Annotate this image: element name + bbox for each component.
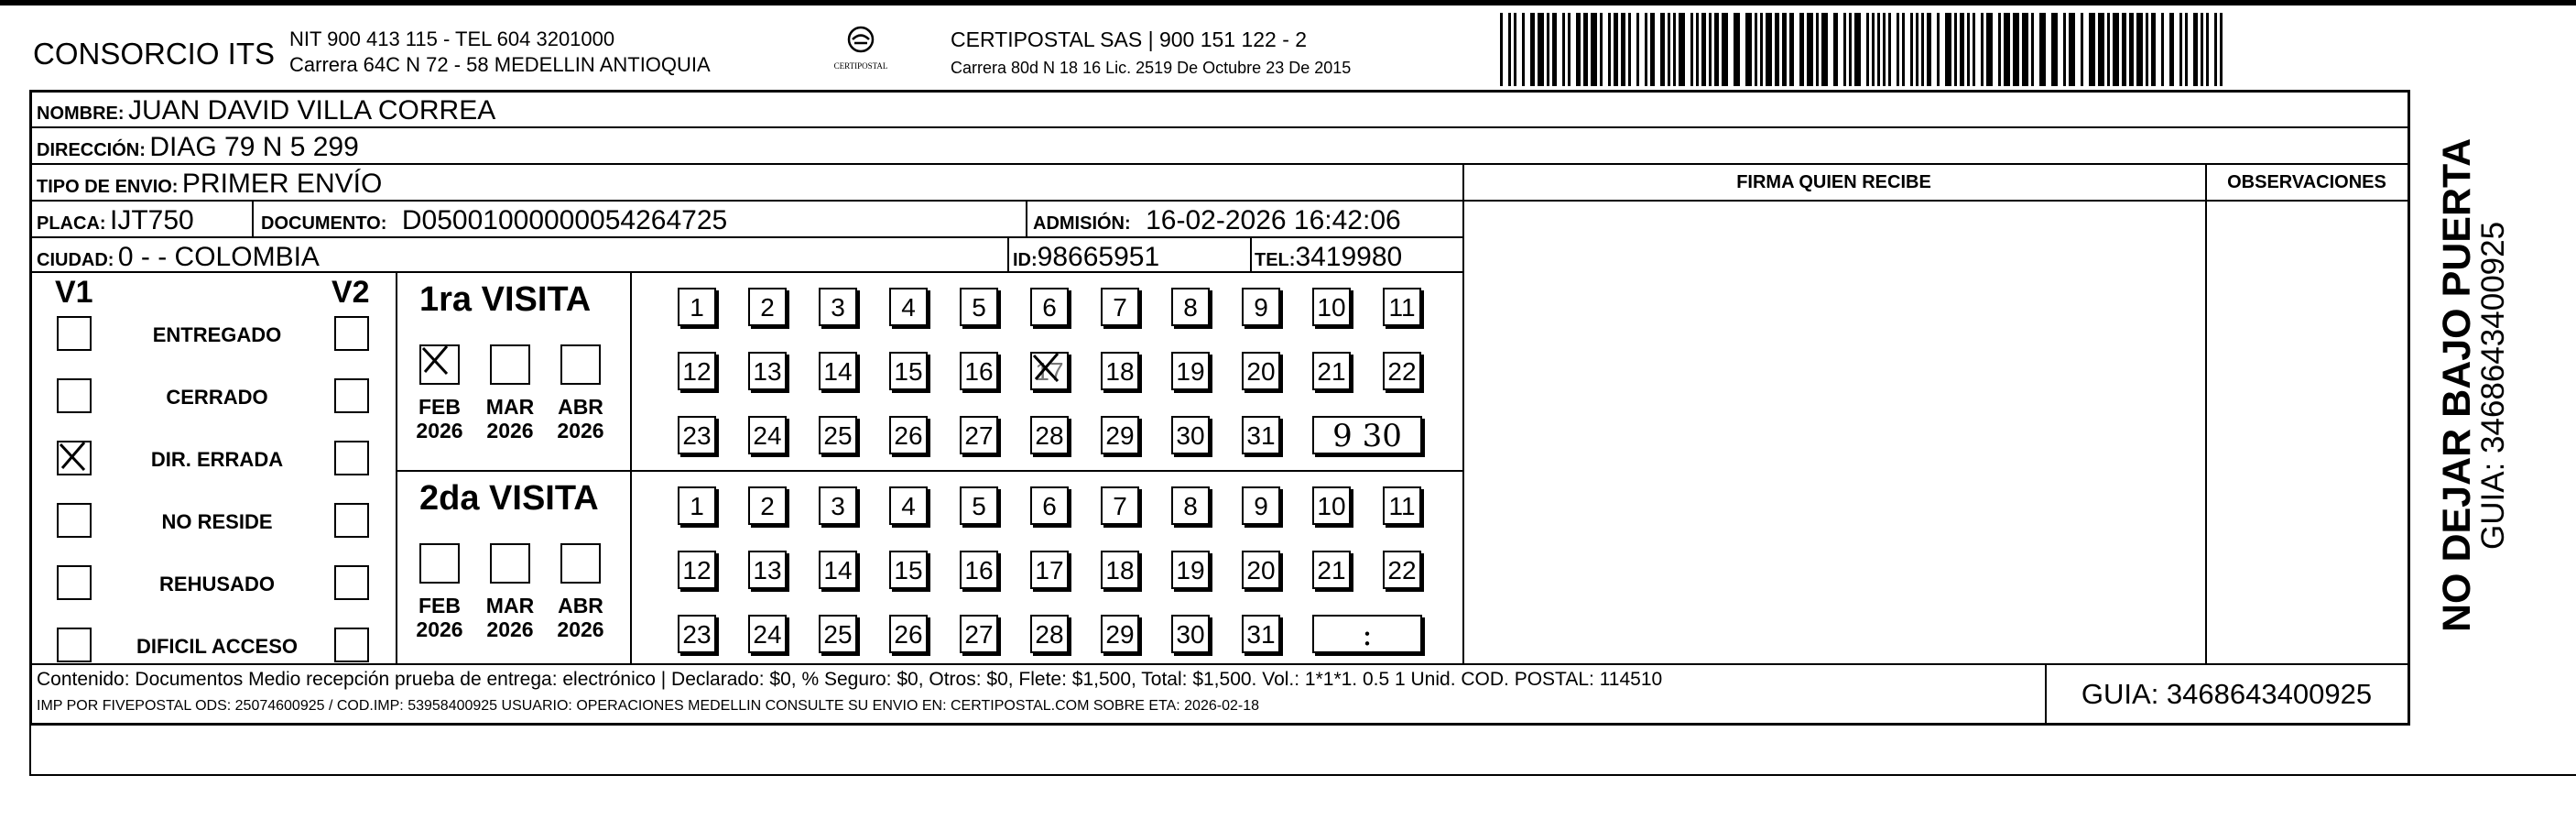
barcode-bar: [1621, 13, 1625, 86]
side-notice: NO DEJAR BAJO PUERTA: [2435, 137, 2479, 632]
day-box[interactable]: 23: [678, 615, 716, 653]
barcode-bar: [1910, 13, 1913, 86]
month-name: ABR: [558, 594, 603, 617]
barcode-bar: [1522, 13, 1525, 86]
barcode-bar: [1583, 13, 1588, 86]
v2-checkbox[interactable]: [334, 441, 369, 475]
nombre-label: NOMBRE:: [37, 104, 125, 124]
visit-title: 2da VISITA: [419, 479, 599, 518]
barcode-bar: [1673, 13, 1676, 86]
day-box[interactable]: 20: [1242, 352, 1280, 390]
barcode-bar: [2201, 13, 2203, 86]
barcode-bar: [2098, 13, 2104, 86]
barcode-bar: [2031, 13, 2034, 86]
firma-header: [1462, 172, 2205, 193]
day-box[interactable]: 4: [889, 486, 928, 525]
barcode-bar: [2122, 13, 2126, 86]
day-box[interactable]: 17: [1030, 352, 1069, 390]
month-checkbox[interactable]: [560, 344, 601, 385]
barcode-bar: [1755, 13, 1757, 86]
firma-label: FIRMA QUIEN RECIBE: [1736, 172, 1931, 192]
tel-row: [1255, 242, 1402, 273]
day-box[interactable]: 24: [748, 416, 787, 454]
barcode-bar: [1973, 13, 1975, 86]
day-box[interactable]: 27: [960, 416, 998, 454]
barcode-bar: [1945, 13, 1951, 86]
barcode-bar: [1816, 13, 1819, 86]
day-box[interactable]: 14: [819, 352, 857, 390]
barcode-bar: [2081, 13, 2083, 86]
month-name: FEB: [418, 594, 461, 617]
month-name: FEB: [418, 395, 461, 419]
v2-label: V2: [332, 275, 370, 310]
v1-checkbox[interactable]: [57, 565, 92, 600]
footer-contenido: Contenido: Documentos Medio recepción prueba de entrega: electrónico | Declarado: $0, % Seguro: $0, Otros: $0, Flete: $1,500, Total: $1,500. Vol.: 1*1*1. 0.5 1 Unid. COD. POSTAL: 114510: [37, 669, 1663, 690]
barcode-bar: [1650, 13, 1655, 86]
barcode-bar: [1576, 13, 1581, 86]
barcode-bar: [1807, 13, 1813, 86]
barcode-bar: [1734, 13, 1740, 86]
v2-checkbox[interactable]: [334, 565, 369, 600]
status-label: DIFICIL ACCESO: [136, 635, 298, 658]
day-box[interactable]: 31: [1242, 615, 1280, 653]
day-box[interactable]: 19: [1171, 352, 1210, 390]
day-box[interactable]: 12: [678, 352, 716, 390]
barcode-bar: [1872, 13, 1875, 86]
tel-label: TEL:: [1255, 250, 1296, 270]
barcode-bar: [1614, 13, 1618, 86]
day-box[interactable]: 8: [1171, 288, 1210, 326]
certipostal-address: Carrera 80d N 18 16 Lic. 2519 De Octubre 23 De 2015: [951, 59, 1352, 77]
barcode-bar: [1883, 13, 1886, 86]
barcode-bar: [1709, 13, 1712, 86]
barcode-bar: [2129, 13, 2134, 86]
observaciones-label: OBSERVACIONES: [2227, 172, 2386, 192]
barcode-bar: [2089, 13, 2095, 86]
certipostal-logo-icon: [842, 26, 879, 57]
barcode-bar: [1508, 13, 1511, 86]
day-box[interactable]: 15: [889, 551, 928, 589]
ciudad-label: CIUDAD:: [37, 250, 114, 270]
month-label: [483, 594, 538, 641]
id-value: 98665951: [1037, 242, 1160, 272]
day-box[interactable]: 6: [1030, 486, 1069, 525]
visit-title: 1ra VISITA: [419, 280, 592, 319]
barcode-bar: [1636, 13, 1639, 86]
barcode-bar: [1998, 13, 2001, 86]
barcode-bar: [1591, 13, 1597, 86]
barcode-bar: [1789, 13, 1794, 86]
admision-value: 16-02-2026 16:42:06: [1146, 205, 1401, 235]
day-box[interactable]: 16: [960, 352, 998, 390]
barcode-bar: [1568, 13, 1571, 86]
barcode-bar: [1701, 13, 1706, 86]
barcode-bar: [2107, 13, 2110, 86]
day-box[interactable]: 16: [960, 551, 998, 589]
barcode-bar: [2151, 13, 2156, 86]
v1-label: V1: [55, 275, 93, 310]
barcode: [1500, 13, 2233, 86]
day-box[interactable]: 7: [1101, 288, 1139, 326]
placa-value: IJT750: [110, 205, 194, 235]
ciudad-row: [37, 242, 320, 273]
day-box[interactable]: 14: [819, 551, 857, 589]
day-box[interactable]: 26: [889, 615, 928, 653]
month-year: 2026: [557, 617, 604, 641]
barcode-bar: [1538, 13, 1544, 86]
barcode-bar: [1821, 13, 1828, 86]
v1-checkbox[interactable]: [57, 503, 92, 538]
barcode-bar: [2022, 13, 2028, 86]
barcode-bar: [2146, 13, 2148, 86]
day-box[interactable]: 4: [889, 288, 928, 326]
logo-text: CERTIPOSTAL: [833, 61, 888, 71]
month-label: [483, 395, 538, 442]
month-year: 2026: [416, 617, 463, 641]
company-address: Carrera 64C N 72 - 58 MEDELLIN ANTIOQUIA: [289, 53, 711, 76]
barcode-bar: [1888, 13, 1891, 86]
month-checkbox[interactable]: [490, 344, 530, 385]
barcode-bar: [2179, 13, 2182, 86]
status-label: NO RESIDE: [161, 510, 273, 533]
barcode-bar: [2193, 13, 2198, 86]
day-box[interactable]: 3: [819, 486, 857, 525]
barcode-bar: [1690, 13, 1693, 86]
barcode-bar: [2185, 13, 2188, 86]
day-box[interactable]: 19: [1171, 551, 1210, 589]
month-label: [412, 395, 467, 442]
barcode-bar: [1760, 13, 1763, 86]
month-checkbox[interactable]: [419, 344, 460, 385]
day-box[interactable]: 29: [1101, 416, 1139, 454]
barcode-bar: [1608, 13, 1611, 86]
day-box[interactable]: 12: [678, 551, 716, 589]
day-box[interactable]: 2: [748, 486, 787, 525]
documento-value: D05001000000054264725: [401, 205, 728, 235]
day-box[interactable]: 30: [1171, 416, 1210, 454]
time-box[interactable]: 9 30: [1312, 416, 1422, 454]
id-label: ID:: [1013, 250, 1038, 270]
day-box[interactable]: 9: [1242, 288, 1280, 326]
day-box[interactable]: 25: [819, 416, 857, 454]
day-box[interactable]: 30: [1171, 615, 1210, 653]
barcode-bar: [1775, 13, 1779, 86]
day-box[interactable]: 28: [1030, 416, 1069, 454]
barcode-bar: [1514, 13, 1516, 86]
barcode-bar: [1960, 13, 1964, 86]
day-box[interactable]: 3: [819, 288, 857, 326]
barcode-bar: [2051, 13, 2058, 86]
barcode-bar: [1645, 13, 1647, 86]
day-box[interactable]: 5: [960, 486, 998, 525]
day-box[interactable]: 21: [1312, 352, 1351, 390]
barcode-bar: [1714, 13, 1719, 86]
documento-row: [261, 205, 727, 236]
placa-label: PLACA:: [37, 213, 106, 234]
company-name: CONSORCIO ITS: [33, 37, 276, 71]
barcode-bar: [1696, 13, 1699, 86]
status-label: CERRADO: [166, 386, 268, 409]
day-box[interactable]: 29: [1101, 615, 1139, 653]
day-box[interactable]: 11: [1383, 486, 1421, 525]
tipo-row: [37, 169, 382, 200]
documento-label: DOCUMENTO:: [261, 213, 387, 234]
v1-checkbox[interactable]: [57, 628, 92, 662]
barcode-bar: [1500, 13, 1503, 86]
observaciones-header: [2205, 172, 2408, 193]
admision-row: [1033, 205, 1401, 236]
barcode-bar: [2013, 13, 2019, 86]
barcode-bar: [1628, 13, 1631, 86]
barcode-bar: [1722, 13, 1728, 86]
barcode-bar: [1921, 13, 1924, 86]
barcode-bar: [2161, 13, 2164, 86]
barcode-bar: [2214, 13, 2217, 86]
footer-imp: IMP POR FIVEPOSTAL ODS: 25074600925 / COD.IMP: 53958400925 USUARIO: OPERACIONES MEDELLIN CONSULTE SU ENVIO EN: CERTIPOSTAL.COM SOBRE ETA: 2026-02-18: [37, 698, 1259, 714]
direccion-value: DIAG 79 N 5 299: [149, 132, 359, 162]
barcode-bar: [1902, 13, 1905, 86]
day-box[interactable]: 8: [1171, 486, 1210, 525]
day-box[interactable]: 24: [748, 615, 787, 653]
tipo-label: TIPO DE ENVIO:: [37, 177, 179, 197]
day-box[interactable]: 13: [748, 352, 787, 390]
day-box[interactable]: 5: [960, 288, 998, 326]
day-box[interactable]: 10: [1312, 486, 1351, 525]
barcode-bar: [1530, 13, 1535, 86]
barcode-bar: [1799, 13, 1804, 86]
id-row: [1013, 242, 1159, 273]
v2-checkbox[interactable]: [334, 628, 369, 662]
barcode-bar: [2113, 13, 2119, 86]
barcode-bar: [1547, 13, 1549, 86]
barcode-bar: [1937, 13, 1940, 86]
nombre-value: JUAN DAVID VILLA CORREA: [128, 95, 496, 126]
barcode-bar: [2004, 13, 2010, 86]
day-box[interactable]: 23: [678, 416, 716, 454]
day-box[interactable]: 21: [1312, 551, 1351, 589]
day-box[interactable]: 31: [1242, 416, 1280, 454]
barcode-bar: [1897, 13, 1899, 86]
day-box[interactable]: 15: [889, 352, 928, 390]
side-guia: GUIA: 3468643400925: [2475, 221, 2511, 550]
barcode-bar: [2069, 13, 2075, 86]
v1-checkbox[interactable]: [57, 441, 92, 475]
month-name: MAR: [485, 594, 535, 617]
day-box[interactable]: 22: [1383, 352, 1421, 390]
tel-value: 3419980: [1295, 242, 1403, 272]
month-label: [553, 594, 608, 641]
day-box[interactable]: 28: [1030, 615, 1069, 653]
certipostal-info: CERTIPOSTAL SAS | 900 151 122 - 2: [951, 27, 1308, 51]
day-box[interactable]: 2: [748, 288, 787, 326]
barcode-bar: [1679, 13, 1685, 86]
month-checkbox[interactable]: [560, 543, 601, 584]
barcode-bar: [1843, 13, 1846, 86]
check-x-icon: [1028, 348, 1065, 385]
month-year: 2026: [557, 419, 604, 442]
day-box[interactable]: 26: [889, 416, 928, 454]
barcode-bar: [1866, 13, 1869, 86]
barcode-bar: [1967, 13, 1970, 86]
barcode-bar: [1986, 13, 1993, 86]
barcode-bar: [1927, 13, 1931, 86]
day-box[interactable]: 1: [678, 486, 716, 525]
check-x-icon: [55, 437, 92, 474]
barcode-bar: [1833, 13, 1838, 86]
day-box[interactable]: 10: [1312, 288, 1351, 326]
day-box[interactable]: 25: [819, 615, 857, 653]
month-label: [412, 594, 467, 641]
barcode-bar: [1600, 13, 1603, 86]
day-box[interactable]: 18: [1101, 352, 1139, 390]
month-label: [553, 395, 608, 442]
barcode-bar: [1854, 13, 1861, 86]
day-box[interactable]: 13: [748, 551, 787, 589]
barcode-bar: [2220, 13, 2223, 86]
time-box[interactable]: :: [1312, 615, 1422, 653]
footer-guia: GUIA: 3468643400925: [2081, 678, 2373, 710]
tipo-value: PRIMER ENVÍO: [181, 169, 383, 199]
barcode-bar: [2063, 13, 2066, 86]
barcode-bar: [2169, 13, 2174, 86]
month-year: 2026: [486, 617, 534, 641]
month-name: ABR: [558, 395, 603, 419]
admision-label: ADMISIÓN:: [1033, 213, 1131, 234]
nombre-row: [37, 95, 495, 126]
barcode-bar: [1552, 13, 1557, 86]
barcode-bar: [2136, 13, 2143, 86]
v2-checkbox[interactable]: [334, 316, 369, 351]
status-label: DIR. ERRADA: [150, 448, 284, 471]
day-box[interactable]: 1: [678, 288, 716, 326]
month-year: 2026: [416, 419, 463, 442]
top-border: [0, 0, 2576, 5]
status-label: ENTREGADO: [152, 323, 282, 346]
direccion-row: [37, 132, 359, 163]
day-box[interactable]: 18: [1101, 551, 1139, 589]
barcode-bar: [2039, 13, 2046, 86]
placa-row: [37, 205, 194, 236]
barcode-bar: [1766, 13, 1772, 86]
day-box[interactable]: 7: [1101, 486, 1139, 525]
v2-checkbox[interactable]: [334, 378, 369, 413]
barcode-bar: [1916, 13, 1918, 86]
day-box[interactable]: 11: [1383, 288, 1421, 326]
barcode-bar: [1849, 13, 1852, 86]
day-box[interactable]: 17: [1030, 551, 1069, 589]
day-box[interactable]: 22: [1383, 551, 1421, 589]
company-nit: NIT 900 413 115 - TEL 604 3201000: [289, 27, 615, 50]
ciudad-value: 0 - - COLOMBIA: [117, 242, 320, 272]
v2-checkbox[interactable]: [334, 503, 369, 538]
check-x-icon: [418, 341, 454, 377]
barcode-bar: [1954, 13, 1957, 86]
barcode-bar: [1981, 13, 1984, 86]
barcode-bar: [1562, 13, 1565, 86]
barcode-bar: [2206, 13, 2209, 86]
direccion-label: DIRECCIÓN:: [37, 140, 146, 160]
barcode-bar: [1668, 13, 1670, 86]
barcode-bar: [1660, 13, 1665, 86]
barcode-bar: [1782, 13, 1787, 86]
barcode-bar: [1745, 13, 1752, 86]
v1-checkbox[interactable]: [57, 316, 92, 351]
month-name: MAR: [485, 395, 535, 419]
month-checkbox[interactable]: [419, 543, 460, 584]
day-box[interactable]: 27: [960, 615, 998, 653]
day-box[interactable]: 6: [1030, 288, 1069, 326]
month-year: 2026: [486, 419, 534, 442]
barcode-bar: [1877, 13, 1880, 86]
day-box[interactable]: 9: [1242, 486, 1280, 525]
day-box[interactable]: 20: [1242, 551, 1280, 589]
status-label: REHUSADO: [159, 573, 275, 595]
v1-checkbox[interactable]: [57, 378, 92, 413]
certipostal-logo: [829, 26, 893, 71]
month-checkbox[interactable]: [490, 543, 530, 584]
